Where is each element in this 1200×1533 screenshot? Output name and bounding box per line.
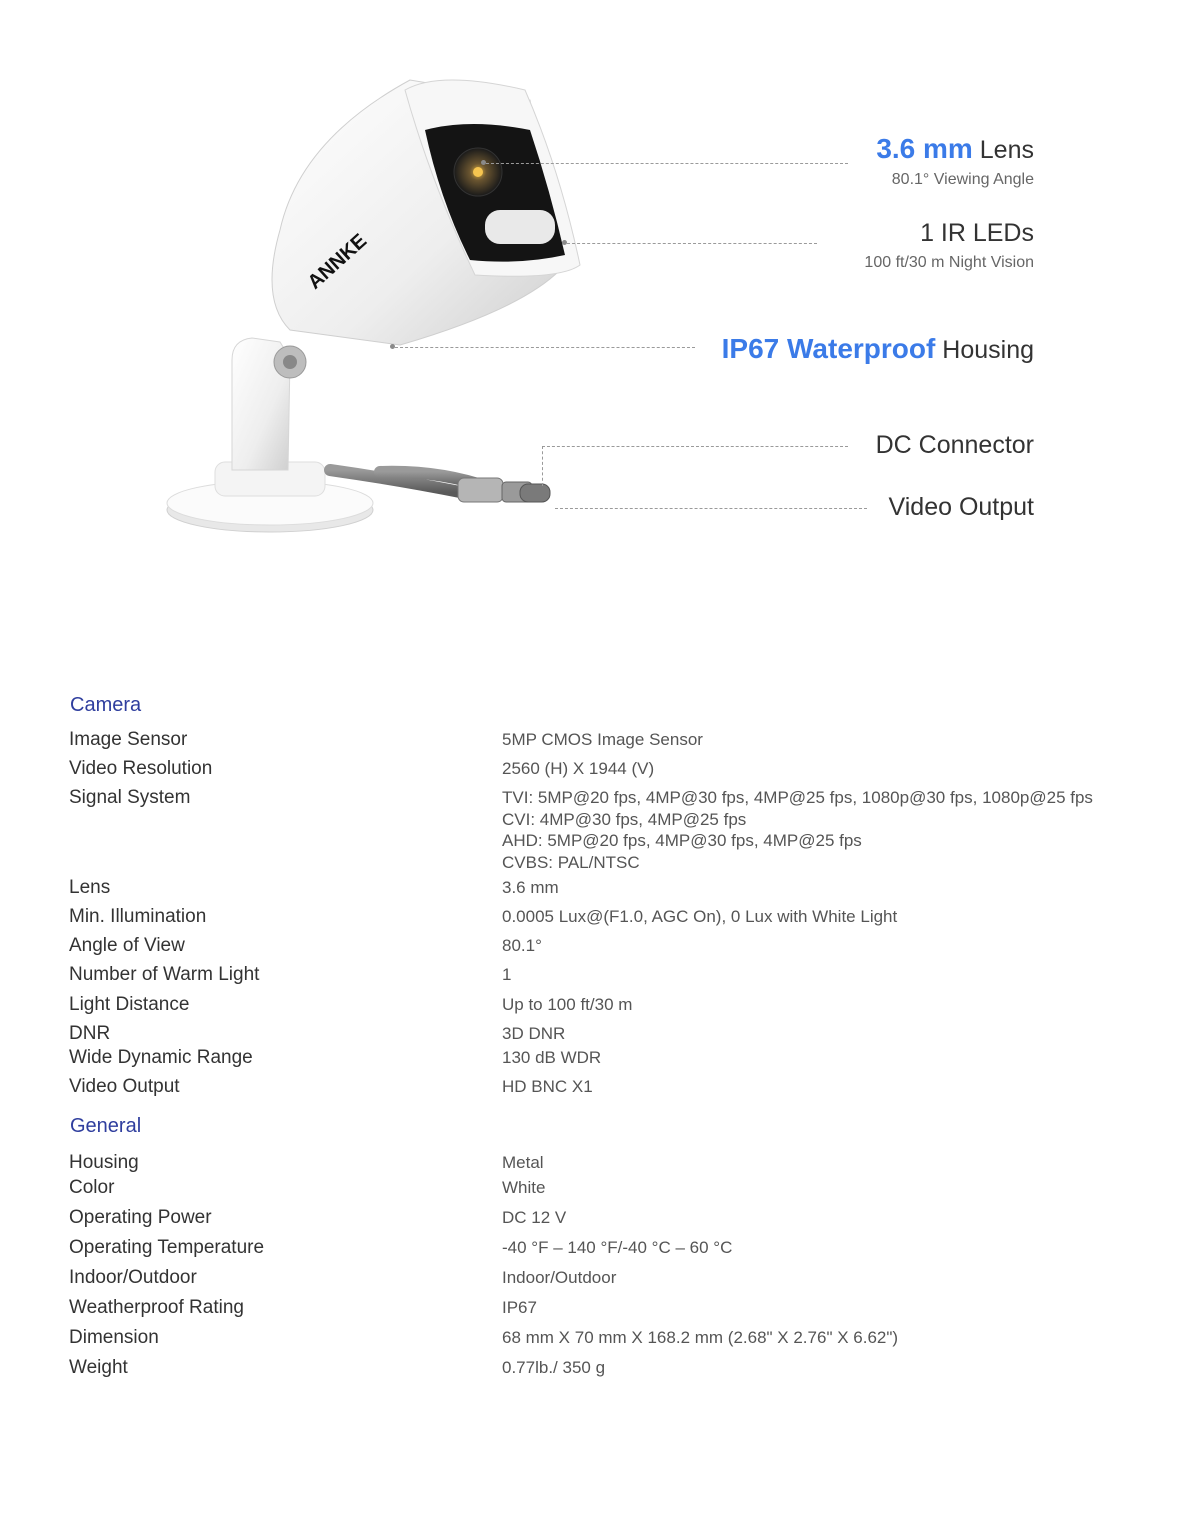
spec-label: Weatherproof Rating <box>69 1297 244 1318</box>
housing-rest: Housing <box>935 336 1034 364</box>
spec-value <box>502 877 559 899</box>
spec-value <box>502 906 897 928</box>
spec-value-line: Indoor/Outdoor <box>502 1268 617 1287</box>
spec-value-line: 0.0005 Lux@(F1.0, AGC On), 0 Lux with White Light <box>502 907 898 926</box>
section-title-camera: Camera <box>70 694 142 716</box>
dc-leader <box>542 446 848 447</box>
spec-value-line: Metal <box>502 1153 544 1172</box>
spec-value <box>502 935 542 957</box>
spec-value <box>502 1297 537 1319</box>
callout-video <box>889 492 1034 522</box>
spec-value-line: 5MP CMOS Image Sensor <box>502 730 703 749</box>
spec-value <box>502 1177 545 1199</box>
spec-label: Angle of View <box>69 935 185 956</box>
spec-value-line: TVI: 5MP@20 fps, 4MP@30 fps, 4MP@25 fps, 1080p@30 fps, 1080p@25 fps <box>502 788 1093 807</box>
spec-label: Light Distance <box>69 994 190 1015</box>
spec-label: Indoor/Outdoor <box>69 1267 197 1288</box>
spec-label: Image Sensor <box>69 729 188 750</box>
spec-label: Video Output <box>69 1076 180 1097</box>
spec-value-line: HD BNC X1 <box>502 1077 593 1096</box>
spec-value-line: White <box>502 1178 546 1197</box>
spec-value <box>502 729 703 751</box>
spec-value-line: DC 12 V <box>502 1208 567 1227</box>
spec-value <box>502 1023 565 1045</box>
dc-main: DC Connector <box>875 431 1034 459</box>
housing-leader <box>395 347 695 348</box>
spec-label: Signal System <box>69 787 191 808</box>
ir-main: 1 IR LEDs <box>920 219 1034 247</box>
spec-value-line: 3D DNR <box>502 1024 566 1043</box>
lens-rest: Lens <box>972 136 1034 164</box>
spec-value <box>502 994 632 1016</box>
spec-value-line: 80.1° <box>502 936 542 955</box>
product-hero <box>0 0 1200 600</box>
spec-value <box>502 1207 566 1229</box>
lens-leader <box>486 163 848 164</box>
video-leader <box>555 508 867 509</box>
spec-value-line: AHD: 5MP@20 fps, 4MP@30 fps, 4MP@25 fps <box>502 831 862 850</box>
spec-label: Min. Illumination <box>69 906 207 927</box>
spec-label: Lens <box>69 877 111 898</box>
spec-value <box>502 1357 605 1379</box>
section-title-general: General <box>70 1115 142 1137</box>
spec-value <box>502 1152 544 1174</box>
spec-value-line: 68 mm X 70 mm X 168.2 mm (2.68" X 2.76" X 6.62") <box>502 1328 899 1347</box>
spec-value <box>502 1327 898 1349</box>
spec-value-line: 3.6 mm <box>502 878 559 897</box>
camera-image <box>140 60 600 540</box>
spec-label: Wide Dynamic Range <box>69 1047 253 1068</box>
ir-leader <box>567 243 817 244</box>
spec-label: Housing <box>69 1152 139 1173</box>
spec-value <box>502 964 511 986</box>
spec-label: Color <box>69 1177 115 1198</box>
spec-value <box>502 1047 601 1069</box>
dc-vleader <box>542 446 543 486</box>
spec-value-line: 2560 (H) X 1944 (V) <box>502 759 655 778</box>
video-main: Video Output <box>888 493 1034 521</box>
spec-label: Operating Power <box>69 1207 212 1228</box>
ir-sub: 100 ft/30 m Night Vision <box>864 254 1034 271</box>
callout-dc <box>876 430 1034 460</box>
callout-housing <box>722 334 1034 365</box>
spec-label: Dimension <box>69 1327 159 1348</box>
spec-label: Operating Temperature <box>69 1237 265 1258</box>
spec-value-line: CVI: 4MP@30 fps, 4MP@25 fps <box>502 809 747 829</box>
spec-value-line: -40 °F – 140 °F/-40 °C – 60 °C <box>502 1238 733 1257</box>
lens-highlight: 3.6 mm <box>876 133 973 164</box>
spec-value <box>502 787 1093 873</box>
spec-value-line: IP67 <box>502 1298 537 1317</box>
spec-value <box>502 1076 593 1098</box>
spec-value-line: 0.77lb./ 350 g <box>502 1358 606 1377</box>
lens-sub: 80.1° Viewing Angle <box>891 171 1034 188</box>
spec-value <box>502 1267 616 1289</box>
callout-lens <box>876 134 1034 191</box>
housing-highlight: IP67 Waterproof <box>721 333 936 364</box>
spec-value-line: 130 dB WDR <box>502 1048 602 1067</box>
spec-value-line: Up to 100 ft/30 m <box>502 995 633 1014</box>
spec-label: Weight <box>69 1357 128 1378</box>
callout-ir <box>864 218 1034 274</box>
spec-value <box>502 758 654 780</box>
spec-value <box>502 1237 732 1259</box>
spec-label: Number of Warm Light <box>69 964 260 985</box>
spec-label: Video Resolution <box>69 758 213 779</box>
brand-logo: ANNKE <box>303 229 372 294</box>
spec-value-line: 1 <box>502 965 512 984</box>
spec-label: DNR <box>69 1023 111 1044</box>
spec-value-line: CVBS: PAL/NTSC <box>502 852 640 872</box>
